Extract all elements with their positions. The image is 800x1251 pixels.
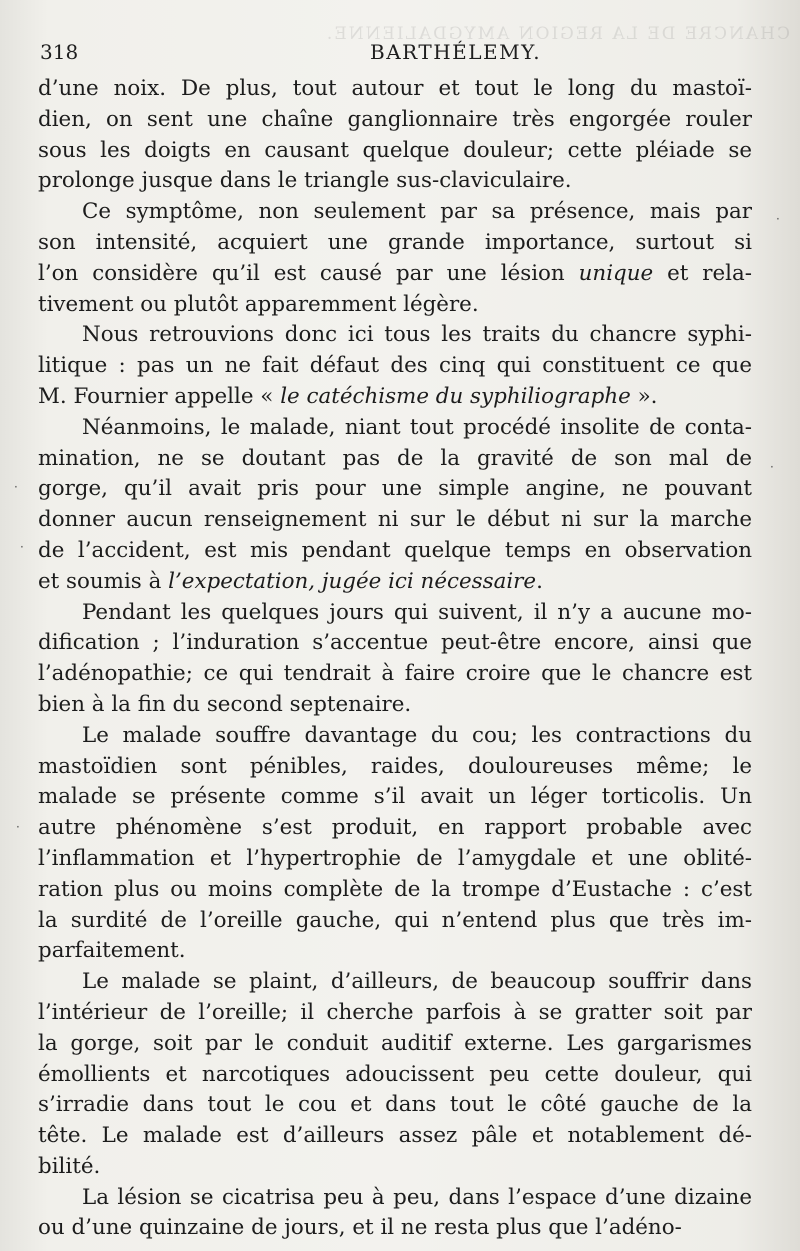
text-run: sous les doigts en causant quelque douleur; cette pléiade se xyxy=(38,137,752,163)
text-line xyxy=(38,1183,752,1214)
bleed-through-text: CHANCRE DE LA REGION AMYGDALIENNE. xyxy=(324,24,790,44)
text-line xyxy=(38,690,752,721)
text-line xyxy=(38,1152,752,1183)
text-line xyxy=(38,382,752,413)
text-run: bilité. xyxy=(38,1153,101,1179)
text-run: Nous retrouvions donc ici tous les traits du chancre syphi- xyxy=(82,322,752,348)
text-run: mination, ne se doutant pas de la gravité de son mal de xyxy=(38,445,752,471)
text-line xyxy=(38,166,752,197)
text-line xyxy=(38,290,752,321)
text-line xyxy=(38,721,752,752)
text-run: l’intérieur de l’oreille; il cherche parfois à se gratter soit par xyxy=(38,999,752,1025)
text-line xyxy=(38,413,752,444)
text-run: l’inflammation et l’hypertrophie de l’amygdale et une oblité- xyxy=(38,845,752,871)
text-run: Néanmoins, le malade, niant tout procédé insolite de conta- xyxy=(82,414,752,440)
text-run: la gorge, soit par le conduit auditif externe. Les gargarismes xyxy=(38,1030,752,1056)
text-line xyxy=(38,74,752,105)
text-run: autre phénomène s’est produit, en rapport probable avec xyxy=(38,815,752,841)
text-line xyxy=(38,782,752,813)
text-run: tivement ou plutôt apparemment légère. xyxy=(38,291,479,317)
text-line xyxy=(38,875,752,906)
text-line xyxy=(38,197,752,228)
text-line xyxy=(38,136,752,167)
text-run: M. Fournier appelle « xyxy=(38,383,281,409)
text-line xyxy=(38,228,752,259)
body-text xyxy=(38,74,752,1244)
text-run: s’irradie dans tout le cou et dans tout le côté gauche de la xyxy=(38,1092,752,1118)
text-run: l’adénopathie; ce qui tendrait à faire croire que le chancre est xyxy=(38,661,752,687)
text-run: ». xyxy=(630,383,658,409)
running-title: BARTHÉLEMY. xyxy=(370,40,542,64)
text-run: la surdité de l’oreille gauche, qui n’entend plus que très im- xyxy=(38,907,752,933)
text-run: Pendant les quelques jours qui suivent, il n’y a aucune mo- xyxy=(82,599,752,625)
paragraph xyxy=(38,197,752,320)
text-line xyxy=(38,351,752,382)
page-number: 318 xyxy=(40,40,79,64)
running-head xyxy=(40,40,760,66)
text-line xyxy=(38,906,752,937)
text-line xyxy=(38,474,752,505)
paragraph xyxy=(38,74,752,197)
text-line xyxy=(38,105,752,136)
text-run: tête. Le malade est d’ailleurs assez pâle et notablement dé- xyxy=(38,1123,752,1149)
text-run: gorge, qu’il avait pris pour une simple angine, ne pouvant xyxy=(38,476,752,502)
text-line xyxy=(38,813,752,844)
text-run: La lésion se cicatrisa peu à peu, dans l’espace d’une dizaine xyxy=(82,1184,752,1210)
margin-dot: · xyxy=(770,460,774,474)
margin-dot: · xyxy=(14,480,18,494)
text-run: mastoïdien sont pénibles, raides, douloureuses même; le xyxy=(38,753,752,779)
text-run: litique : pas un ne fait défaut des cinq qui constituent ce que xyxy=(38,353,752,379)
paragraph xyxy=(38,721,752,967)
text-run: bien à la fin du second septenaire. xyxy=(38,691,412,717)
text-run: émollients et narcotiques adoucissent peu cette douleur, qui xyxy=(38,1061,752,1087)
text-line xyxy=(38,1213,752,1244)
text-run: . xyxy=(536,568,543,594)
text-run: ou d’une quinzaine de jours, et il ne resta plus que l’adéno- xyxy=(38,1215,682,1241)
text-line xyxy=(38,967,752,998)
text-run: d’une noix. De plus, tout autour et tout le long du mastoï- xyxy=(38,76,752,101)
text-line xyxy=(38,536,752,567)
text-run: et soumis à xyxy=(38,568,169,594)
text-line xyxy=(38,505,752,536)
text-line xyxy=(38,567,752,598)
text-run: l’on considère qu’il est causé par une lésion xyxy=(38,260,579,286)
text-line xyxy=(38,659,752,690)
paragraph xyxy=(38,967,752,1183)
text-line xyxy=(38,1029,752,1060)
text-run: Le malade se plaint, d’ailleurs, de beaucoup souffrir dans xyxy=(82,969,752,995)
text-run: son intensité, acquiert une grande importance, surtout si xyxy=(38,229,752,255)
text-line xyxy=(38,259,752,290)
text-line xyxy=(38,1090,752,1121)
text-run: malade se présente comme s’il avait un léger torticolis. Un xyxy=(38,784,752,810)
text-line xyxy=(38,936,752,967)
text-line xyxy=(38,998,752,1029)
text-run: donner aucun renseignement ni sur le début ni sur la marche xyxy=(38,507,752,533)
text-run: de l’accident, est mis pendant quelque temps en observation xyxy=(38,537,752,563)
text-line xyxy=(38,444,752,475)
text-run: Le malade souffre davantage du cou; les contractions du xyxy=(82,722,752,748)
text-run: parfaitement. xyxy=(38,938,186,964)
italic-text: l’expectation, jugée ici nécessaire xyxy=(168,568,537,594)
text-line xyxy=(38,320,752,351)
italic-text: unique xyxy=(578,260,654,286)
paragraph xyxy=(38,598,752,721)
paragraph xyxy=(38,1183,752,1245)
text-run: ration plus ou moins complète de la trompe d’Eustache : c’est xyxy=(38,876,752,902)
margin-dot: · xyxy=(16,820,20,834)
paragraph xyxy=(38,320,752,412)
text-line xyxy=(38,1121,752,1152)
paragraph xyxy=(38,413,752,598)
text-line xyxy=(38,752,752,783)
italic-text: le catéchisme du syphiliographe xyxy=(280,383,631,409)
text-run: prolonge jusque dans le triangle sus-claviculaire. xyxy=(38,168,572,194)
text-run: Ce symptôme, non seulement par sa présence, mais par xyxy=(82,199,752,225)
text-run: dien, on sent une chaîne ganglionnaire très engorgée rouler xyxy=(38,106,752,132)
text-line xyxy=(38,628,752,659)
margin-dot: · xyxy=(20,540,24,554)
text-run: dification ; l’induration s’accentue peut-être encore, ainsi que xyxy=(38,630,752,656)
text-line xyxy=(38,1060,752,1091)
text-line xyxy=(38,844,752,875)
margin-dot: · xyxy=(776,212,780,226)
text-line xyxy=(38,598,752,629)
text-run: et rela- xyxy=(653,260,752,286)
